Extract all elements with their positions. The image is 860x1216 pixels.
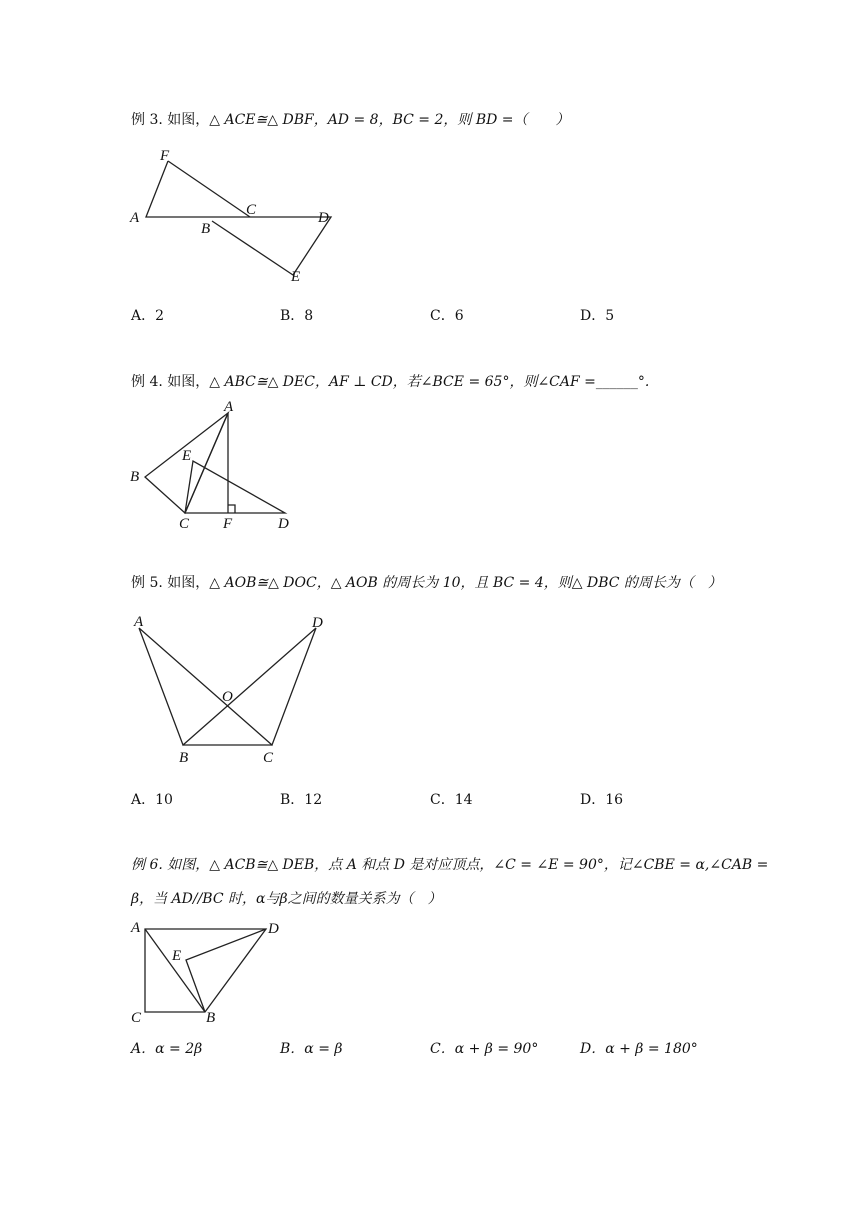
- ex3-option-d: D．5: [580, 308, 615, 324]
- ex6-label-A: A: [131, 920, 141, 936]
- ex6-option-a-text: A．α = 2β: [131, 1041, 203, 1057]
- ex5-option-d: D．16: [580, 792, 624, 808]
- ex4-label-D: D: [278, 516, 289, 532]
- ex3-option-b: B．8: [280, 308, 314, 324]
- ex5-option-b: B．12: [280, 792, 323, 808]
- ex3-option-c: C．6: [430, 308, 464, 324]
- ex6-line1: 例 6. 如图，△ ACB≅△ DEB，点 A 和点 D 是对应顶点，∠C = ∠E = 90°，记∠CBE = α,∠CAB =: [131, 857, 769, 873]
- ex6-label-C: C: [131, 1010, 142, 1026]
- ex3-label-B: B: [201, 221, 211, 237]
- ex6-option-c: [430, 1038, 538, 1058]
- ex5-label-D: D: [312, 615, 323, 631]
- ex6-lines-de: [186, 929, 266, 1012]
- ex6-option-c-text: C．α + β = 90°: [430, 1041, 539, 1057]
- ex3-option-a: A．2: [131, 308, 165, 324]
- ex5-label-A: A: [134, 614, 144, 630]
- ex6-option-b-text: B．α = β: [280, 1041, 343, 1057]
- ex3-label-F: F: [160, 148, 170, 164]
- ex6-quad-adbc: [145, 929, 266, 1012]
- ex4-label-A: A: [224, 399, 234, 415]
- ex5-label-B: B: [179, 750, 189, 766]
- ex3-math: △ ACE≅△ DBF，AD = 8，BC = 2，则 BD =（ ）: [209, 112, 570, 128]
- ex4-label-C: C: [179, 516, 190, 532]
- ex5-label-O: O: [222, 689, 233, 705]
- ex6-line2: β，当 AD//BC 时，α与β之间的数量关系为（ ）: [131, 891, 442, 907]
- ex4-label-B: B: [130, 469, 140, 485]
- ex6-label-E: E: [172, 948, 182, 964]
- ex5-math: △ AOB≅△ DOC，△ AOB 的周长为 10，且 BC = 4，则△ DBC 的周长为（ ）: [209, 575, 722, 591]
- ex5-option-a: A．10: [131, 792, 173, 808]
- ex5-prefix: 例 5. 如图，: [131, 575, 210, 591]
- ex6-label-D: D: [268, 921, 279, 937]
- ex4-prefix: 例 4. 如图，: [131, 374, 210, 390]
- ex3-label-D: D: [318, 210, 329, 226]
- ex4-label-F: F: [223, 516, 233, 532]
- ex4-math: △ ABC≅△ DEC，AF ⊥ CD，若∠BCE = 65°，则∠CAF =______°.: [209, 374, 650, 390]
- ex3-label-A: A: [130, 210, 140, 226]
- ex6-option-d: [580, 1038, 698, 1058]
- ex3-label-C: C: [246, 202, 257, 218]
- ex3-prefix: 例 3. 如图，: [131, 112, 210, 128]
- ex6-option-d-text: D．α + β = 180°: [580, 1041, 698, 1057]
- ex5-label-C: C: [263, 750, 274, 766]
- ex6-line-ab: [145, 929, 205, 1012]
- ex5-option-c: C．14: [430, 792, 473, 808]
- ex6-option-a: [131, 1038, 202, 1058]
- ex6-option-b: [280, 1038, 342, 1058]
- ex3-label-E: E: [291, 269, 301, 285]
- ex6-label-B: B: [206, 1010, 216, 1026]
- ex4-label-E: E: [182, 448, 192, 464]
